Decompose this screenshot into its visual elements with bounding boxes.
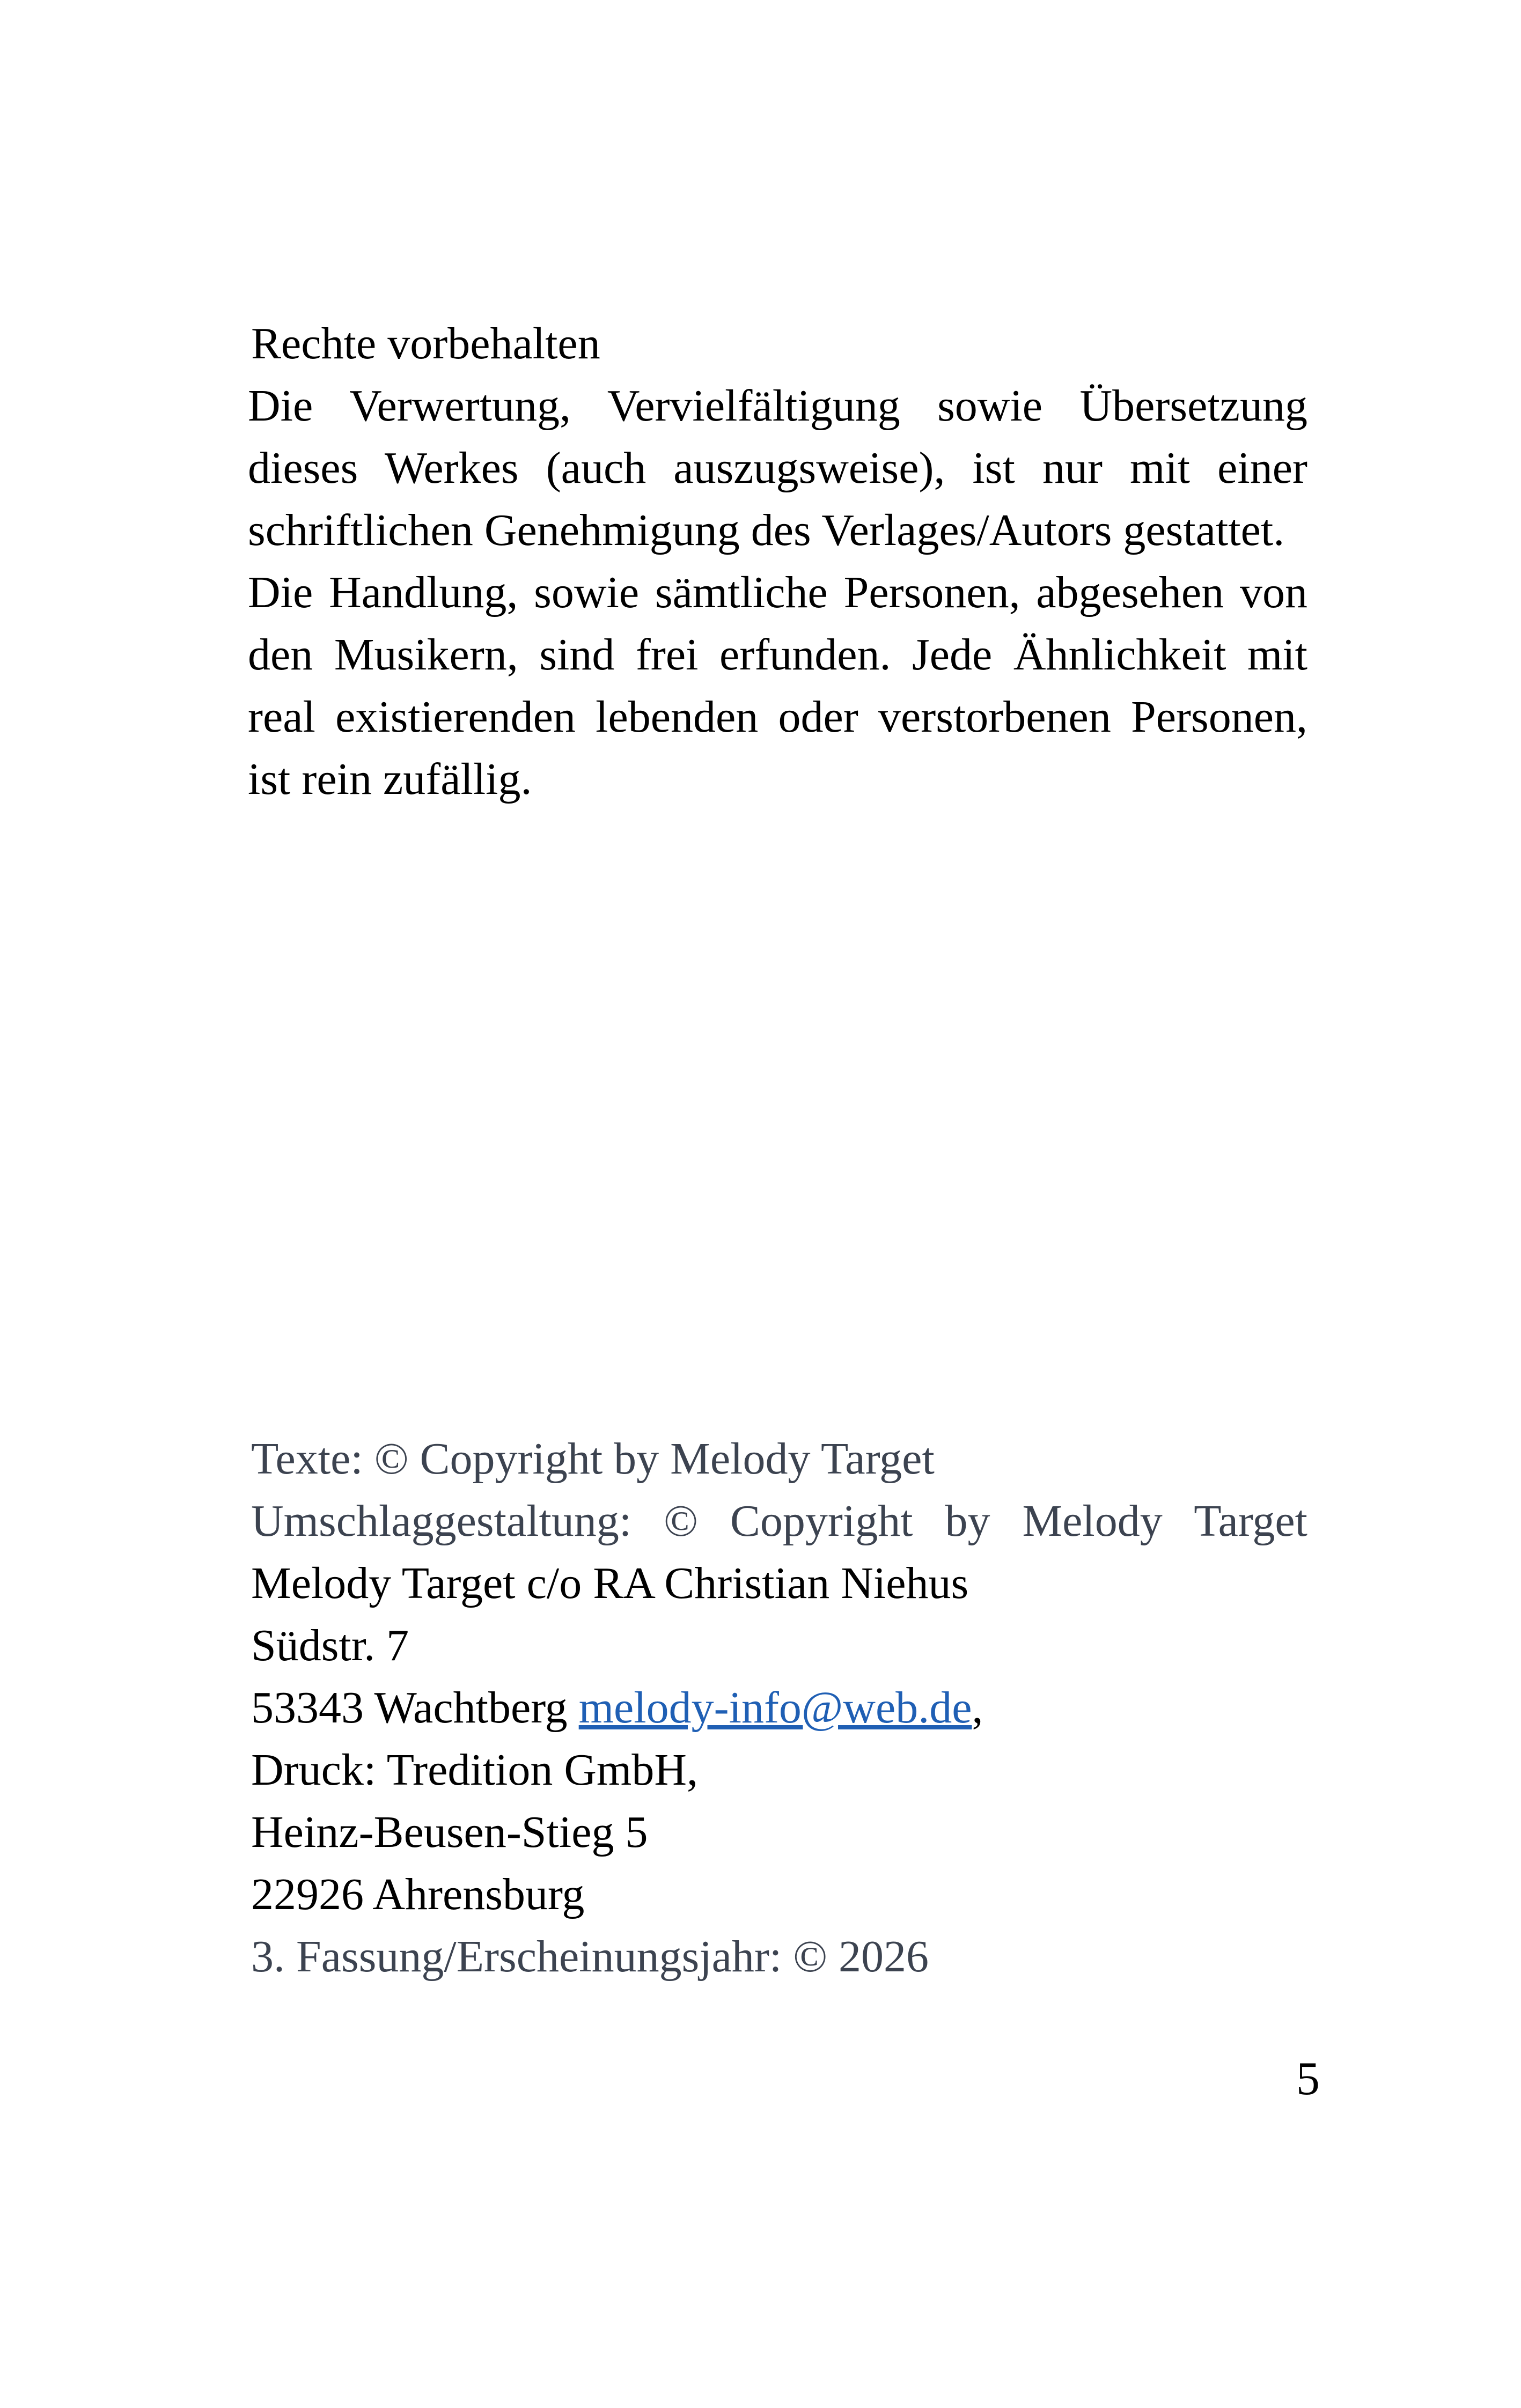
- email-link[interactable]: melody-info@web.de: [578, 1683, 972, 1733]
- imprint-city-suffix: ,: [972, 1683, 983, 1733]
- imprint-printer-city: 22926 Ahrensburg: [251, 1869, 585, 1919]
- imprint-printer: Druck: Tredition GmbH,: [251, 1745, 699, 1795]
- imprint-cover-line: Umschlaggestaltung: © Copyright by Melody Target: [251, 1496, 1307, 1546]
- page-number: 5: [1296, 2053, 1320, 2105]
- rights-section: [248, 313, 1307, 811]
- imprint-printer-street: Heinz-Beusen-Stieg 5: [251, 1807, 648, 1857]
- rights-copying-paragraph: Die Verwertung, Vervielfältigung sowie Übersetzung dieses Werkes (auch auszugsweise), ist nur mit einer schriftlichen Genehmigung des Verlages/Autors gestattet.: [248, 381, 1307, 555]
- imprint-texte-line: Texte: © Copyright by Melody Target: [251, 1434, 935, 1484]
- imprint-city-email-line: [251, 1677, 1307, 1739]
- imprint-edition-line: 3. Fassung/Erscheinungsjahr: © 2026: [251, 1932, 929, 1982]
- rights-heading: Rechte vorbehalten: [251, 319, 600, 369]
- imprint-section: [251, 1428, 1307, 1988]
- imprint-address-name: Melody Target c/o RA Christian Niehus: [251, 1558, 969, 1608]
- imprint-street: Südstr. 7: [251, 1621, 409, 1670]
- rights-fiction-paragraph: Die Handlung, sowie sämtliche Personen, abgesehen von den Musikern, sind frei erfunden. Jede Ähnlichkeit mit real existierenden lebenden oder verstorbenen Personen, ist rein zufällig.: [248, 568, 1307, 804]
- imprint-city: 53343 Wachtberg: [251, 1683, 579, 1733]
